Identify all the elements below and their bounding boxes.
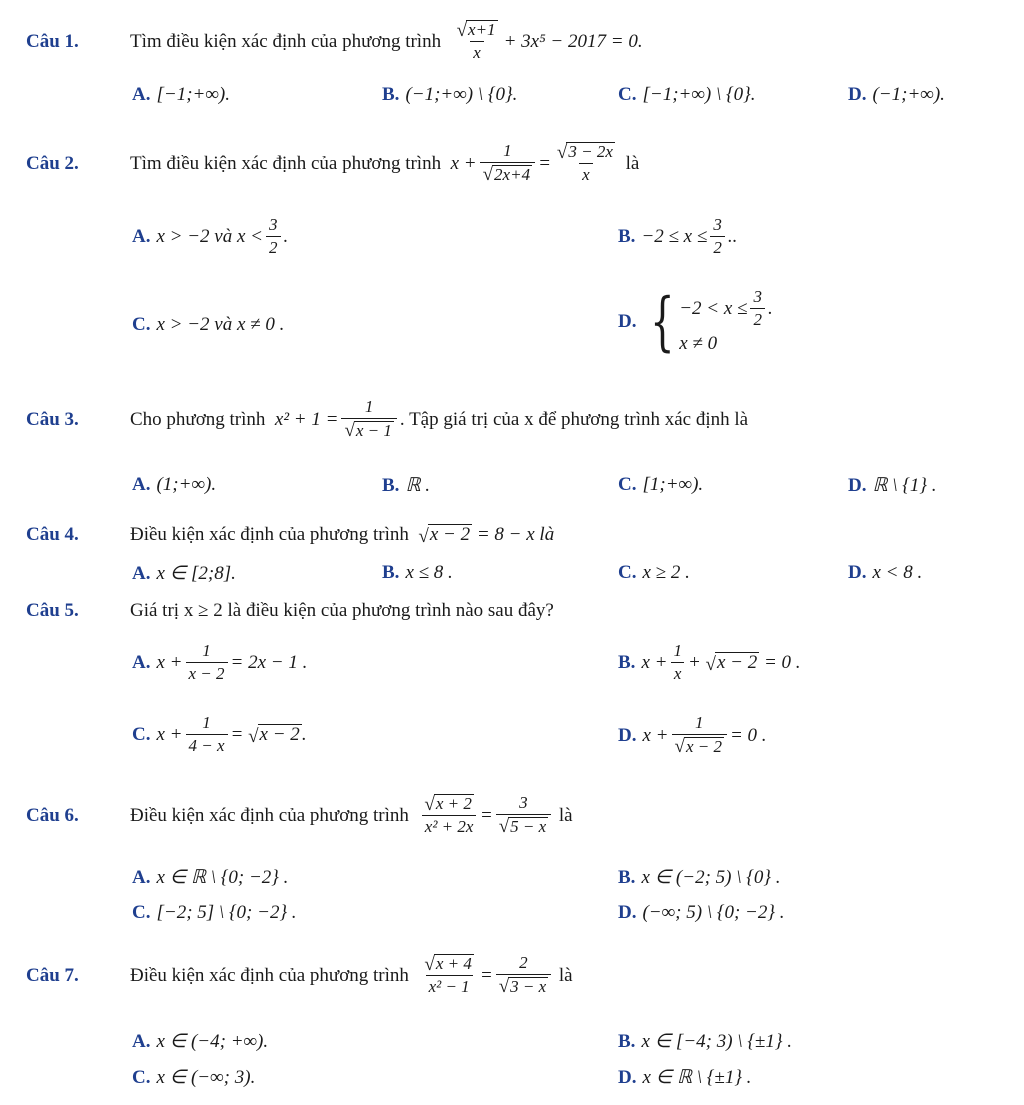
question-text: Cho phương trình x² + 1 = 1 √ x − 1 . Tập giá trị của x để phương trình xác định là bbox=[130, 397, 749, 442]
option-a[interactable]: A. x + $\frac{1}{x - 2}$ = 2x − 1 . bbox=[132, 641, 308, 683]
question-text: Điều kiện xác định của phương trình √ x − 2 = 8 − x là bbox=[130, 524, 555, 547]
question-text: Tìm điều kiện xác định của phương trình √ x+1 x + 3x⁵ − 2017 = 0. bbox=[130, 19, 643, 63]
question-4 bbox=[26, 524, 554, 546]
option-d[interactable]: D. x ∈ ℝ \ {±1} . bbox=[618, 1066, 752, 1088]
option-c[interactable]: C. x ∈ (−∞; 3). bbox=[132, 1066, 256, 1088]
question-7 bbox=[26, 954, 573, 997]
option-a[interactable]: A. x > −2 và x < $\frac{3}{2}$ . bbox=[132, 215, 289, 257]
question-number: Câu 3. bbox=[26, 408, 79, 430]
question-1 bbox=[26, 20, 643, 63]
option-c[interactable]: C. x + $\frac{1}{4 - x}$ = √ x − 2 . bbox=[132, 713, 307, 755]
option-c[interactable]: C. [−1;+∞) \ {0}. bbox=[618, 84, 756, 105]
equation-system: { −2 < x ≤ $\frac{3}{2}$ . x ≠ 0 bbox=[650, 284, 773, 359]
option-a[interactable]: A. x ∈ [2;8]. bbox=[132, 562, 236, 584]
fraction: 1 √ x − 1 bbox=[341, 398, 396, 441]
option-d[interactable]: D. (−∞; 5) \ {0; −2} . bbox=[618, 902, 785, 923]
question-number: Câu 5. bbox=[26, 600, 79, 621]
option-b[interactable]: B. ℝ . bbox=[382, 474, 430, 496]
option-d[interactable]: D. ℝ \ {1} . bbox=[848, 474, 937, 496]
fraction: √ x+1 x bbox=[456, 19, 496, 63]
question-number: Câu 7. bbox=[26, 964, 79, 986]
fraction: √ 3 − 2x x bbox=[556, 141, 613, 185]
fraction: 1 √ 2x+4 bbox=[480, 142, 535, 185]
option-c[interactable]: C. x ≥ 2 . bbox=[618, 562, 690, 583]
question-text: Điều kiện xác định của phương trình √ x + 4 x² − 1 = 2 √ 3 − x là bbox=[130, 953, 573, 998]
question-text: Giá trị x ≥ 2 là điều kiện của phương trình nào sau đây? bbox=[130, 600, 554, 621]
option-c[interactable]: C. x > −2 và x ≠ 0 . bbox=[132, 314, 285, 335]
option-b[interactable]: B. −2 ≤ x ≤ $\frac{3}{2}$ .. bbox=[618, 215, 738, 257]
option-b[interactable]: B. x ≤ 8 . bbox=[382, 562, 453, 583]
fraction: 3 √ 5 − x bbox=[496, 794, 551, 837]
question-number: Câu 6. bbox=[26, 804, 79, 826]
question-number: Câu 1. bbox=[26, 30, 79, 52]
square-root: √ x − 2 bbox=[418, 524, 471, 547]
fraction: 2 √ 3 − x bbox=[496, 954, 551, 997]
option-d[interactable]: D. (−1;+∞). bbox=[848, 84, 945, 105]
question-text: Điều kiện xác định của phương trình √ x + 2 x² + 2x = 3 √ 5 − x là bbox=[130, 793, 573, 838]
question-3 bbox=[26, 398, 748, 441]
option-d[interactable]: D. x < 8 . bbox=[848, 562, 923, 583]
fraction: √ x + 2 x² + 2x bbox=[421, 794, 476, 837]
question-5 bbox=[26, 600, 554, 622]
question-number: Câu 2. bbox=[26, 152, 79, 174]
option-b[interactable]: B. (−1;+∞) \ {0}. bbox=[382, 84, 518, 105]
option-d[interactable]: D. { −2 < x ≤ $\frac{3}{2}$ . x ≠ 0 bbox=[618, 284, 773, 359]
question-number: Câu 4. bbox=[26, 524, 79, 545]
option-d[interactable]: D. x + 1 √ x − 2 = 0 . bbox=[618, 713, 767, 758]
option-a[interactable]: A. x ∈ (−4; +∞). bbox=[132, 1030, 269, 1052]
option-a[interactable]: A. (1;+∞). bbox=[132, 474, 217, 495]
option-c[interactable]: C. [−2; 5] \ {0; −2} . bbox=[132, 902, 297, 923]
option-c[interactable]: C. [1;+∞). bbox=[618, 474, 704, 495]
option-b[interactable]: B. x ∈ [−4; 3) \ {±1} . bbox=[618, 1030, 792, 1052]
question-2 bbox=[26, 142, 639, 185]
option-a[interactable]: A. [−1;+∞). bbox=[132, 84, 230, 105]
question-text: Tìm điều kiện xác định của phương trình x + 1 √ 2x+4 = √ 3 − 2x x là bbox=[130, 141, 640, 186]
fraction: √ x + 4 x² − 1 bbox=[424, 953, 472, 997]
option-a[interactable]: A. x ∈ ℝ \ {0; −2} . bbox=[132, 866, 289, 888]
question-6 bbox=[26, 794, 573, 837]
option-b[interactable]: B. x ∈ (−2; 5) \ {0} . bbox=[618, 866, 781, 888]
option-b[interactable]: B. x + $\frac{1}{x}$ + √ x − 2 = 0 . bbox=[618, 641, 801, 683]
